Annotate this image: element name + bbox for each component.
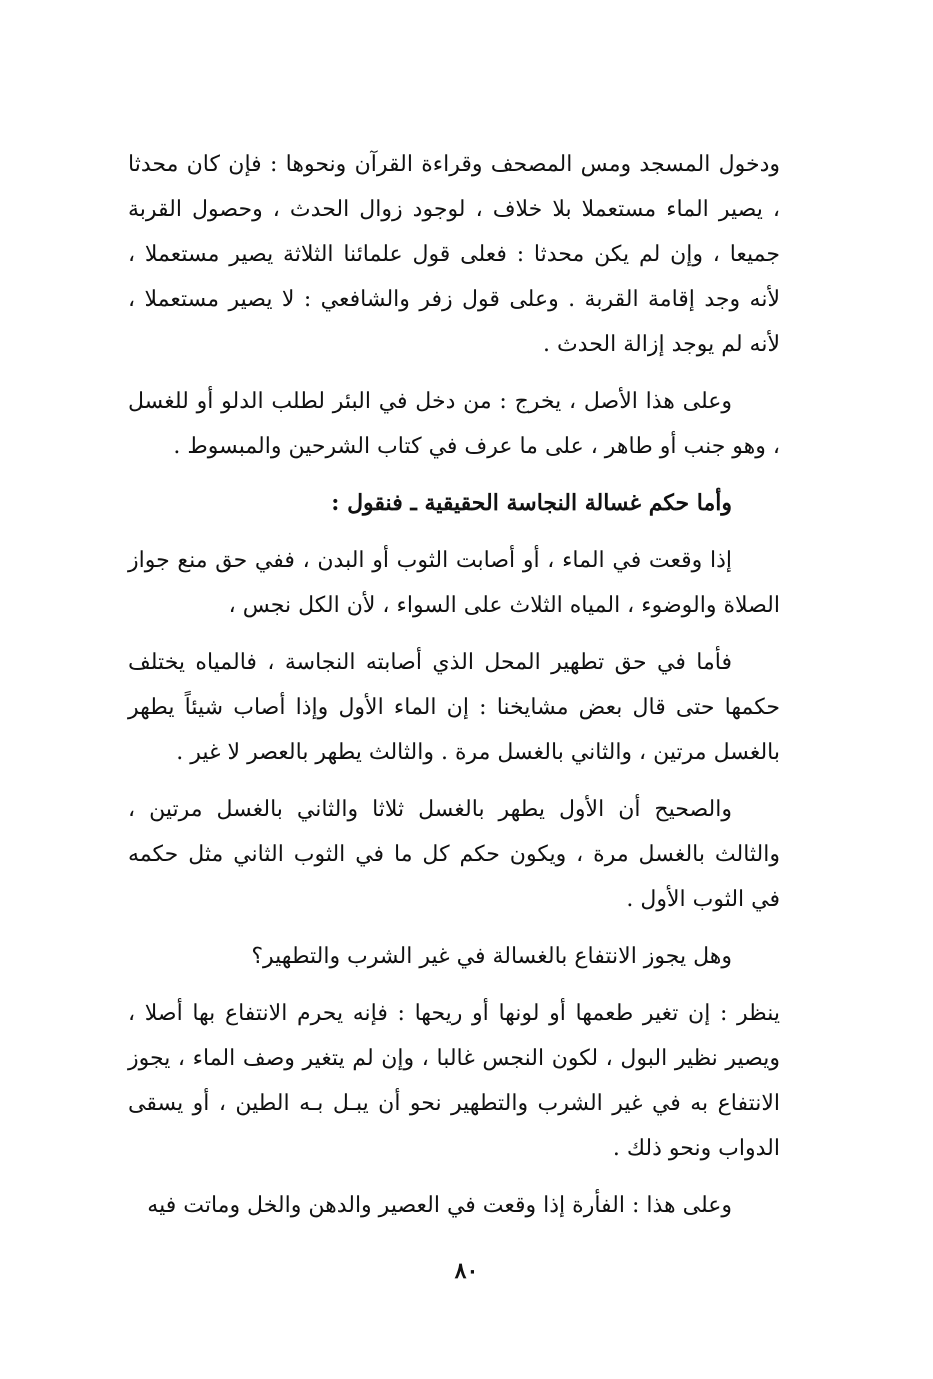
paragraph-question: وهل يجوز الانتفاع بالغسالة في غير الشرب والتطهير؟ <box>251 944 732 969</box>
paragraph-well-entry: وعلى هذا الأصل ، يخرج : من دخل في البئر لطلب الدلو أو للغسل ، وهو جنب أو طاهر ، على ما عرف في كتاب الشرحين والمبسوط . <box>128 389 780 459</box>
paragraph-answer: ينظر : إن تغير طعمها أو لونها أو ريحها : فإنه يحرم الانتفاع بها أصلا ، ويصير نظير البول ، لكون النجس غالبا ، وإن لم يتغير وصف الماء ، يجوز الانتفاع به في غير الشرب والتطهير نحو أن يبـل بـه الطين ، أو يسقى الدواب ونحو ذلك . <box>128 1001 780 1161</box>
paragraph-ablution-use: ودخول المسجد ومس المصحف وقراءة القرآن ونحوها : فإن كان محدثا ، يصير الماء مستعملا بلا خلاف ، لوجود زوال الحدث ، وحصول القربة جميعا ، وإن لم يكن محدثا : فعلى قول علمائنا الثلاثة يصير مستعملا ، لأنه وجد إقامة القربة . وعلى قول زفر والشافعي : لا يصير مستعملا ، لأنه لم يوجد إزالة الحدث . <box>128 152 780 357</box>
paragraph-impure-water: إذا وقعت في الماء ، أو أصابت الثوب أو البدن ، ففي حق منع جواز الصلاة والوضوء ، المياه الثلاث على السواء ، لأن الكل نجس ، <box>128 548 780 618</box>
paragraph-mouse: وعلى هذا : الفأرة إذا وقعت في العصير والدهن والخل وماتت فيه <box>147 1193 732 1218</box>
page-number: ٨٠ <box>454 1258 479 1284</box>
page-body <box>128 142 780 1240</box>
paragraph-purification: فأما في حق تطهير المحل الذي أصابته النجاسة ، فالمياه يختلف حكمها حتى قال بعض مشايخنا : إن الماء الأول وإذا أصاب شيئاً يطهر بالغسل مرتين ، والثاني بالغسل مرة . والثالث يطهر بالعصر لا غير . <box>128 650 780 765</box>
section-heading: وأما حكم غسالة النجاسة الحقيقية ـ فنقول : <box>331 490 732 516</box>
paragraph-correct-view: والصحيح أن الأول يطهر بالغسل ثلاثا والثاني بالغسل مرتين ، والثالث بالغسل مرة ، ويكون حكم كل ما في الثوب الثاني مثل حكمه في الثوب الأول . <box>128 797 780 912</box>
